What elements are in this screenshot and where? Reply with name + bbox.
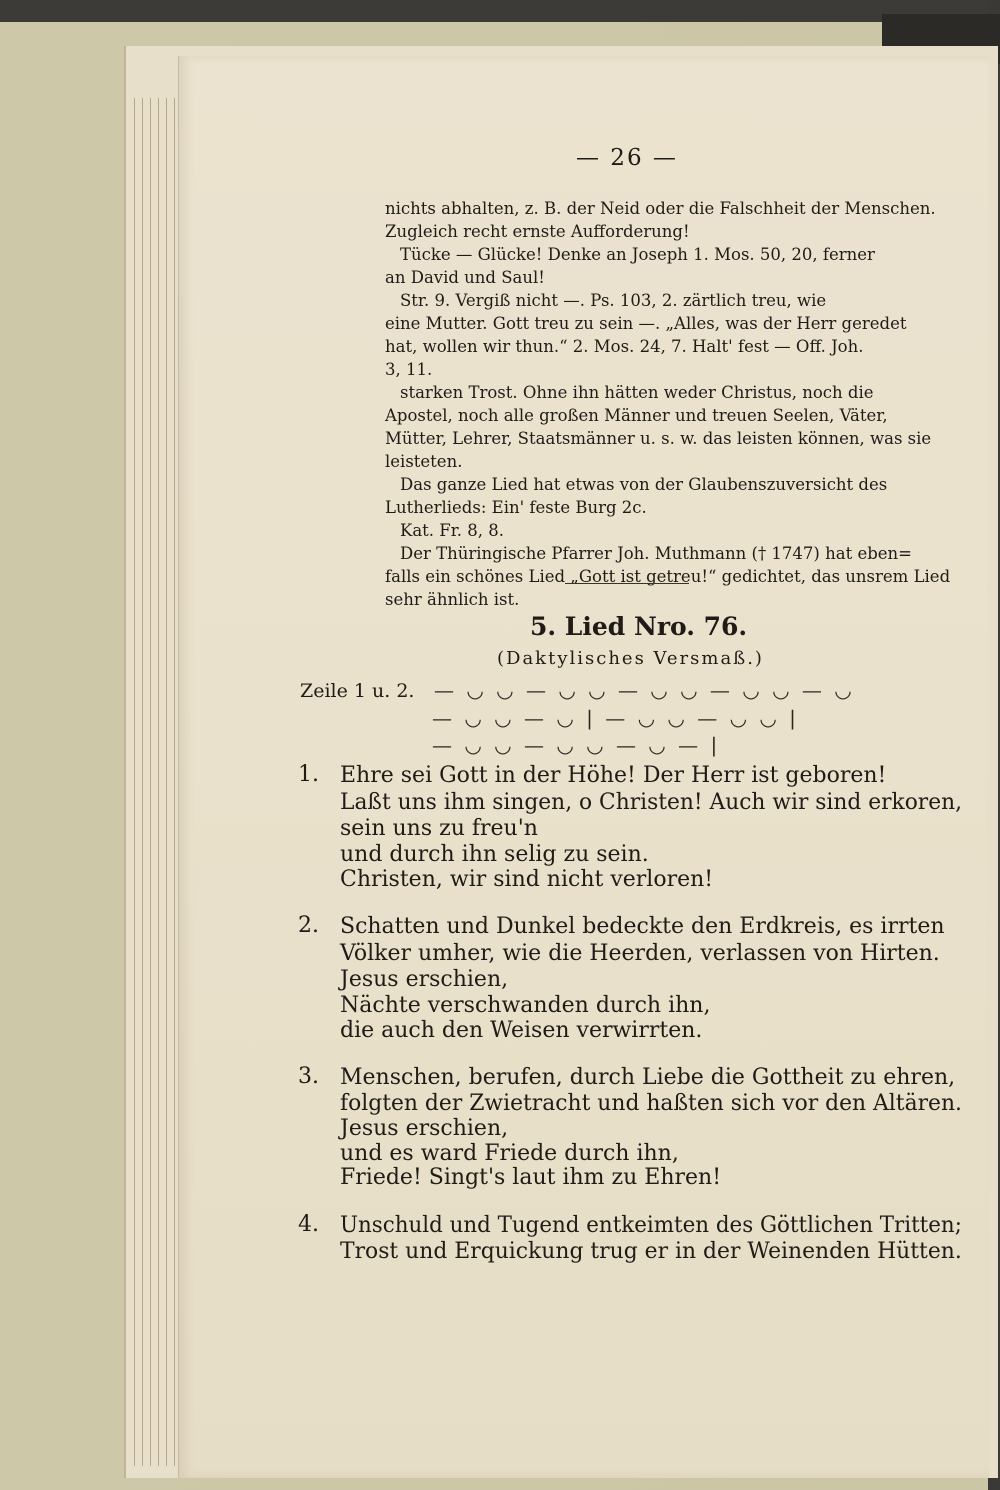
verse-line: die auch den Weisen verwirrten. <box>340 1018 703 1043</box>
meter-label: Zeile 1 u. 2. <box>300 680 415 702</box>
verse-line: sein uns zu freu'n <box>340 816 538 841</box>
verse-line: Nächte verschwanden durch ihn, <box>340 993 711 1018</box>
meter-row: — ◡ ◡ — ◡ ◡ — ◡ — | <box>432 733 721 757</box>
meter-row: — ◡ ◡ — ◡ ◡ — ◡ ◡ — ◡ ◡ — ◡ <box>434 678 855 702</box>
page-edge <box>142 98 143 1466</box>
note-line: Mütter, Lehrer, Staatsmänner u. s. w. das leisten können, was sie <box>385 429 932 448</box>
cover-top-edge <box>0 0 1000 22</box>
verse-line: und es ward Friede durch ihn, <box>340 1141 679 1166</box>
verse-line: Christen, wir sind nicht verloren! <box>340 867 714 892</box>
note-line: Tücke — Glücke! Denke an Joseph 1. Mos. 50, 20, ferner <box>400 245 875 264</box>
stanza-number: 1. <box>298 762 319 787</box>
page-edge <box>134 98 135 1466</box>
song-title: 5. Lied Nro. 76. <box>530 612 748 641</box>
meter-row: — ◡ ◡ — ◡ | — ◡ ◡ — ◡ ◡ | <box>432 706 799 730</box>
stanza-number: 4. <box>298 1212 319 1237</box>
verse-line: Trost und Erquickung trug er in der Weinenden Hütten. <box>340 1239 962 1264</box>
verse-line: Laßt uns ihm singen, o Christen! Auch wir sind erkoren, <box>340 790 963 815</box>
verse-line: Völker umher, wie die Heerden, verlassen von Hirten. <box>340 941 940 966</box>
note-line: Das ganze Lied hat etwas von der Glaubenszuversicht des <box>400 475 888 494</box>
verse-line: Menschen, berufen, durch Liebe die Gottheit zu ehren, <box>340 1065 956 1090</box>
note-line: eine Mutter. Gott treu zu sein —. „Alles, was der Herr geredet <box>385 314 907 333</box>
note-line: 3, 11. <box>385 360 433 379</box>
page-edge <box>174 98 175 1466</box>
verse-line: Ehre sei Gott in der Höhe! Der Herr ist geboren! <box>340 763 887 788</box>
song-subtitle: (Daktylisches Versmaß.) <box>497 648 764 669</box>
note-line: Der Thüringische Pfarrer Joh. Muthmann († 1747) hat eben= <box>400 544 912 563</box>
verse-line: Jesus erschien, <box>340 1116 509 1141</box>
note-line: hat, wollen wir thun.“ 2. Mos. 24, 7. Halt' fest — Off. Joh. <box>385 337 864 356</box>
verse-line: Jesus erschien, <box>340 967 509 992</box>
note-line: Apostel, noch alle großen Männer und treuen Seelen, Väter, <box>385 406 888 425</box>
note-line: falls ein schönes Lied „Gott ist getreu!“ gedichtet, das unsrem Lied <box>385 567 951 586</box>
verse-line: und durch ihn selig zu sein. <box>340 842 649 867</box>
verse-line: Schatten und Dunkel bedeckte den Erdkreis, es irrten <box>340 914 945 939</box>
note-line: leisteten. <box>385 452 463 471</box>
note-line: Zugleich recht ernste Aufforderung! <box>385 222 690 241</box>
verse-line: Friede! Singt's laut ihm zu Ehren! <box>340 1165 722 1190</box>
page-edge <box>150 98 151 1466</box>
note-line: Kat. Fr. 8, 8. <box>400 521 505 540</box>
page-edge <box>166 98 167 1466</box>
verse-line: folgten der Zwietracht und haßten sich vor den Altären. <box>340 1091 962 1116</box>
note-line: sehr ähnlich ist. <box>385 590 520 609</box>
verse-line: Unschuld und Tugend entkeimten des Göttlichen Tritten; <box>340 1213 962 1238</box>
section-divider <box>565 583 689 584</box>
page-edge <box>158 98 159 1466</box>
stanza-number: 2. <box>298 913 319 938</box>
note-line: nichts abhalten, z. B. der Neid oder die Falschheit der Menschen. <box>385 199 936 218</box>
note-line: an David und Saul! <box>385 268 545 287</box>
note-line: Str. 9. Vergiß nicht —. Ps. 103, 2. zärtlich treu, wie <box>400 291 827 310</box>
stanza-number: 3. <box>298 1064 319 1089</box>
note-line: Lutherlieds: Ein' feste Burg 2c. <box>385 498 647 517</box>
page-number: — 26 — <box>576 145 678 171</box>
note-line: starken Trost. Ohne ihn hätten weder Christus, noch die <box>400 383 874 402</box>
